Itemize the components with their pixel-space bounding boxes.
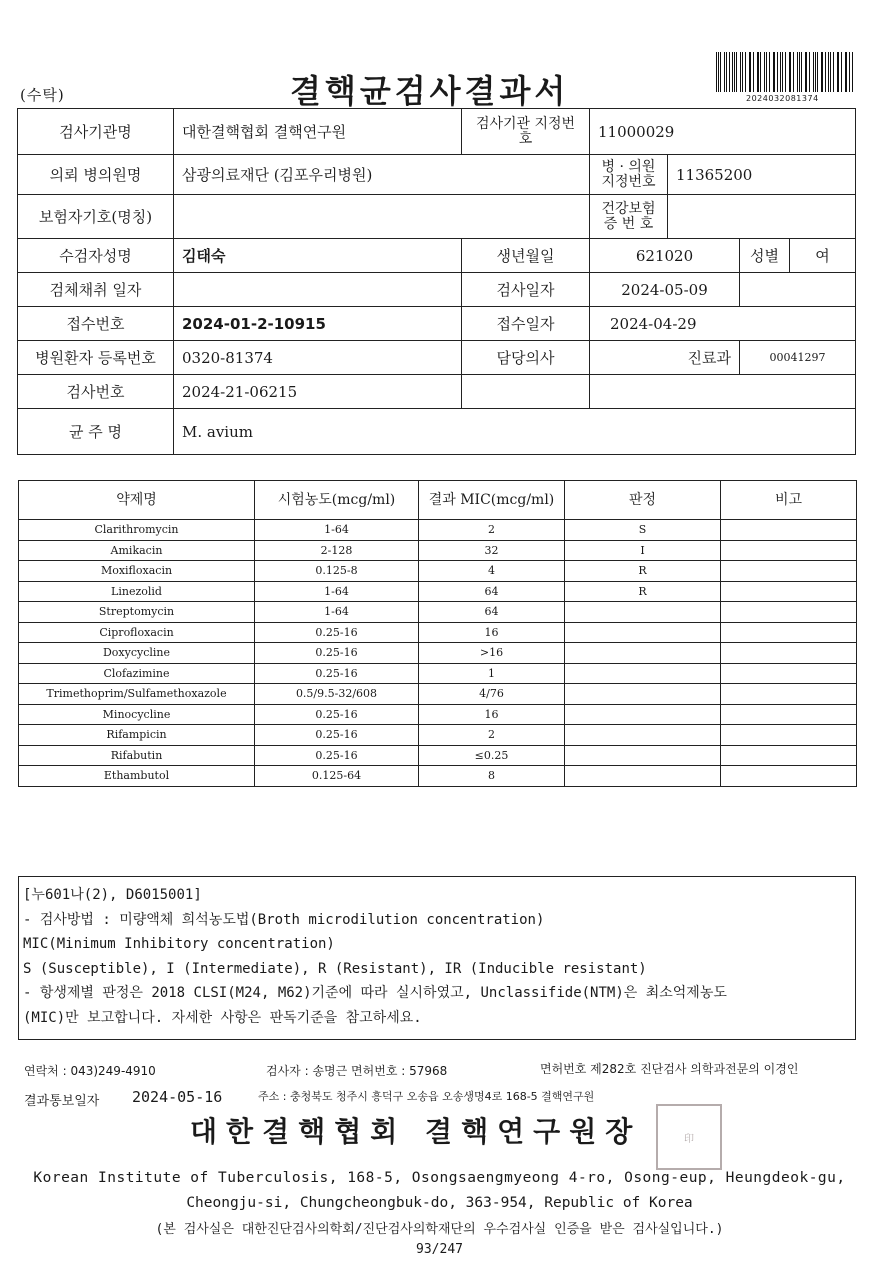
test-no-value: 2024-21-06215 xyxy=(174,375,462,409)
drug-name: Trimethoprim/Sulfamethoxazole xyxy=(19,684,255,705)
dept-label: 진료과 xyxy=(687,349,731,367)
mic-value: >16 xyxy=(419,643,565,664)
remark xyxy=(721,581,857,602)
test-range: 0.125-8 xyxy=(255,561,419,582)
reg-no-value: 0320-81374 xyxy=(174,341,462,375)
barcode-bar xyxy=(724,52,725,92)
header-drug: 약제명 xyxy=(19,481,255,520)
hospital-code-value: 11365200 xyxy=(668,155,856,195)
insured-label: 보험자기호(명칭) xyxy=(18,195,174,239)
mic-value: 16 xyxy=(419,622,565,643)
drug-row xyxy=(19,561,857,582)
barcode-number: 2024032081374 xyxy=(746,94,819,103)
remark xyxy=(721,704,857,725)
test-range: 2-128 xyxy=(255,540,419,561)
test-no-label: 검사번호 xyxy=(18,375,174,409)
address-kr: 주소 : 충청북도 청주시 흥덕구 오송읍 오송생명4로 168-5 결핵연구원 xyxy=(258,1090,595,1103)
test-date-value: 2024-05-09 xyxy=(590,273,740,307)
header-note: 비고 xyxy=(721,481,857,520)
barcode-bar xyxy=(716,52,717,92)
drug-row xyxy=(19,766,857,787)
barcode-bar xyxy=(766,52,767,92)
barcode-bar xyxy=(821,52,822,92)
judgement xyxy=(565,602,721,623)
test-date-extra xyxy=(740,273,856,307)
lab-value: 대한결핵협회 결핵연구원 xyxy=(174,109,462,155)
collect-date-value xyxy=(174,273,462,307)
remark xyxy=(721,540,857,561)
notice-date-value: 2024-05-16 xyxy=(132,1088,223,1106)
barcode-bar xyxy=(838,52,839,92)
barcode-bar xyxy=(846,52,847,92)
reception-date-value: 2024-04-29 xyxy=(590,307,856,341)
mic-value: 4 xyxy=(419,561,565,582)
judgement xyxy=(565,622,721,643)
test-range: 1-64 xyxy=(255,520,419,541)
drug-name: Clofazimine xyxy=(19,663,255,684)
barcode-bar xyxy=(830,52,831,92)
barcode-bar xyxy=(760,52,761,92)
judgement xyxy=(565,745,721,766)
drug-row xyxy=(19,622,857,643)
hospital-code-label: 병 · 의원 지정번호 xyxy=(590,155,668,195)
doctor-value xyxy=(590,341,740,375)
drug-row xyxy=(19,704,857,725)
note-line: - 검사방법 : 미량액체 희석농도법(Broth microdilution concentration) xyxy=(23,911,545,928)
patient-value: 김태숙 xyxy=(174,239,462,273)
barcode-bar xyxy=(780,52,781,92)
judgement xyxy=(565,766,721,787)
lab-code-value: 11000029 xyxy=(590,109,856,155)
header-judge: 판정 xyxy=(565,481,721,520)
drug-row xyxy=(19,725,857,746)
mic-value: 64 xyxy=(419,602,565,623)
drug-name: Streptomycin xyxy=(19,602,255,623)
mic-value: 64 xyxy=(419,581,565,602)
drug-name: Rifampicin xyxy=(19,725,255,746)
mic-value: 32 xyxy=(419,540,565,561)
remark xyxy=(721,561,857,582)
strain-label: 균 주 명 xyxy=(18,409,174,455)
judgement: R xyxy=(565,561,721,582)
remark xyxy=(721,663,857,684)
contact: 연락처 : 043)249-4910 xyxy=(24,1064,156,1078)
mic-value: 2 xyxy=(419,520,565,541)
drug-name: Rifabutin xyxy=(19,745,255,766)
note-line: S (Susceptible), I (Intermediate), R (Resistant), IR (Inducible resistant) xyxy=(23,960,647,977)
license: 면허번호 제282호 진단검사 의학과전문의 이경인 xyxy=(540,1062,799,1076)
test-range: 0.125-64 xyxy=(255,766,419,787)
judgement: I xyxy=(565,540,721,561)
barcode xyxy=(716,52,854,92)
mic-value: 4/76 xyxy=(419,684,565,705)
barcode-bar xyxy=(769,52,770,92)
barcode-bar xyxy=(753,52,754,92)
lab-code-label: 검사기관 지정번호 xyxy=(462,109,590,155)
drug-table-header xyxy=(19,481,857,520)
barcode-bar xyxy=(736,52,737,92)
drug-name: Minocycline xyxy=(19,704,255,725)
drug-row xyxy=(19,643,857,664)
test-range: 0.5/9.5-32/608 xyxy=(255,684,419,705)
reception-no-label: 접수번호 xyxy=(18,307,174,341)
remark xyxy=(721,520,857,541)
drug-name: Doxycycline xyxy=(19,643,255,664)
drug-name: Ciprofloxacin xyxy=(19,622,255,643)
sex-label: 성별 xyxy=(740,239,790,273)
test-range: 1-64 xyxy=(255,581,419,602)
barcode-bar xyxy=(793,52,794,92)
note-line: (MIC)만 보고합니다. 자세한 사항은 판독기준을 참고하세요. xyxy=(23,1009,422,1026)
test-range: 0.25-16 xyxy=(255,663,419,684)
tester: 검사자 : 송명근 면허번호 : 57968 xyxy=(266,1064,448,1078)
remark xyxy=(721,766,857,787)
barcode-bar xyxy=(813,52,814,92)
test-no-extra xyxy=(590,375,856,409)
mic-value: 1 xyxy=(419,663,565,684)
barcode-bar xyxy=(726,52,727,92)
drug-row xyxy=(19,663,857,684)
drug-name: Moxifloxacin xyxy=(19,561,255,582)
drug-row xyxy=(19,581,857,602)
page-title: 결핵균검사결과서 xyxy=(290,72,570,110)
barcode-bar xyxy=(797,52,798,92)
official-seal: 印 xyxy=(656,1104,722,1170)
test-range: 0.25-16 xyxy=(255,704,419,725)
reception-date-label: 접수일자 xyxy=(462,307,590,341)
drug-row xyxy=(19,745,857,766)
judgement: S xyxy=(565,520,721,541)
note-line: [누601나(2), D6015001] xyxy=(23,887,202,903)
barcode-bar xyxy=(828,52,829,92)
drug-susceptibility-table xyxy=(18,480,857,787)
drug-row xyxy=(19,520,857,541)
test-range: 1-64 xyxy=(255,602,419,623)
sex-value: 여 xyxy=(790,239,856,273)
notice-date-label: 결과통보일자 xyxy=(24,1094,100,1109)
header-range: 시험농도(mcg/ml) xyxy=(255,481,419,520)
dept-value: 00041297 xyxy=(740,341,856,375)
drug-row xyxy=(19,684,857,705)
dob-value: 621020 xyxy=(590,239,740,273)
method-notes xyxy=(18,876,856,1040)
remark xyxy=(721,745,857,766)
document-subtype: (수탁) xyxy=(20,86,65,104)
certification-note: (본 검사실은 대한진단검사의학회/진단검사의학재단의 우수검사실 인증을 받은 검사실입니다.) xyxy=(155,1222,724,1237)
drug-row xyxy=(19,602,857,623)
header-mic: 결과 MIC(mcg/ml) xyxy=(419,481,565,520)
mic-value: 8 xyxy=(419,766,565,787)
hospital-label: 의뢰 병의원명 xyxy=(18,155,174,195)
judgement xyxy=(565,643,721,664)
doctor-label: 담당의사 xyxy=(462,341,590,375)
reception-no-value: 2024-01-2-10915 xyxy=(174,307,462,341)
judgement: R xyxy=(565,581,721,602)
barcode-bar xyxy=(785,52,786,92)
judgement xyxy=(565,663,721,684)
remark xyxy=(721,725,857,746)
institute-name: 대한결핵협회 결핵연구원장 xyxy=(190,1115,642,1148)
judgement xyxy=(565,684,721,705)
health-card-value xyxy=(668,195,856,239)
remark xyxy=(721,684,857,705)
page-number: 93/247 xyxy=(416,1242,463,1257)
mic-value: ≤0.25 xyxy=(419,745,565,766)
test-range: 0.25-16 xyxy=(255,745,419,766)
patient-info-table xyxy=(17,108,856,455)
mic-value: 2 xyxy=(419,725,565,746)
test-no-blank xyxy=(462,375,590,409)
judgement xyxy=(565,725,721,746)
dob-label: 생년월일 xyxy=(462,239,590,273)
test-range: 0.25-16 xyxy=(255,643,419,664)
patient-label: 수검자성명 xyxy=(18,239,174,273)
reg-no-label: 병원환자 등록번호 xyxy=(18,341,174,375)
note-line: - 항생제별 판정은 2018 CLSI(M24, M62)기준에 따라 실시하였고, Unclassifide(NTM)은 최소억제농도 xyxy=(23,985,727,1001)
collect-date-label: 검체채취 일자 xyxy=(18,273,174,307)
drug-name: Clarithromycin xyxy=(19,520,255,541)
drug-name: Ethambutol xyxy=(19,766,255,787)
strain-value: M. avium xyxy=(174,409,856,455)
drug-name: Linezolid xyxy=(19,581,255,602)
barcode-bar xyxy=(806,52,807,92)
hospital-value: 삼광의료재단 (김포우리병원) xyxy=(174,155,590,195)
insured-value xyxy=(174,195,590,239)
barcode-bar xyxy=(745,52,746,92)
barcode-bar xyxy=(740,52,741,92)
remark xyxy=(721,622,857,643)
judgement xyxy=(565,704,721,725)
remark xyxy=(721,643,857,664)
mic-value: 16 xyxy=(419,704,565,725)
address-en-line1: Korean Institute of Tuberculosis, 168-5, Osongsaengmyeong 4-ro, Osong-eup, Heungdeok-gu, xyxy=(33,1170,846,1186)
drug-row xyxy=(19,540,857,561)
note-line: MIC(Minimum Inhibitory concentration) xyxy=(23,936,335,952)
remark xyxy=(721,602,857,623)
test-range: 0.25-16 xyxy=(255,725,419,746)
health-card-label: 건강보험 증 번 호 xyxy=(590,195,668,239)
lab-label: 검사기관명 xyxy=(18,109,174,155)
drug-name: Amikacin xyxy=(19,540,255,561)
address-en-line2: Cheongju-si, Chungcheongbuk-do, 363-954, Republic of Korea xyxy=(186,1195,693,1211)
test-date-label: 검사일자 xyxy=(462,273,590,307)
test-range: 0.25-16 xyxy=(255,622,419,643)
